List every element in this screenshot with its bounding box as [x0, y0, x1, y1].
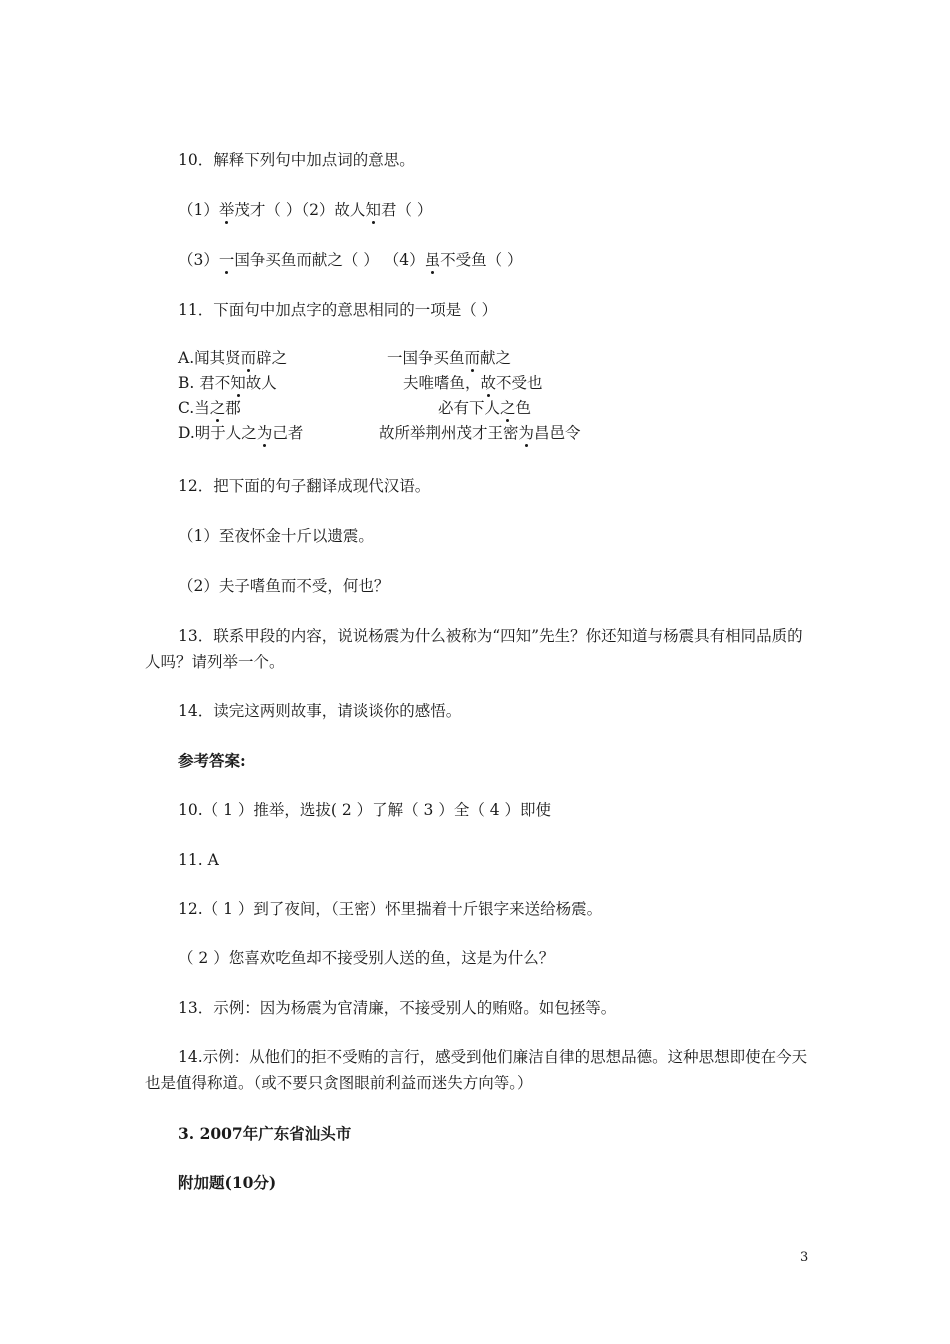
dotted-char: 故	[480, 374, 497, 392]
q12-title: 12．把下面的句子翻译成现代汉语。	[178, 477, 431, 495]
dotted-char: 知	[365, 201, 381, 219]
text: D.明于人之	[178, 424, 257, 442]
q11-option-b-right	[403, 373, 543, 393]
text: 己者	[272, 424, 304, 442]
dotted-char: 为	[256, 424, 273, 442]
q11-option-a-right	[387, 348, 511, 368]
answer-12-1: 12.（ 1 ）到了夜间，（王密）怀里揣着十斤银字来送给杨震。	[178, 900, 603, 918]
q11-option-c-left	[178, 398, 241, 418]
text: 茂才（ ）（2）故人	[234, 201, 366, 219]
q11-option-d-right	[379, 423, 581, 443]
q13-text: 13．联系甲段的内容，说说杨震为什么被称为“四知”先生？你还知道与杨震具有相同品质的人吗？请列举一个。	[145, 627, 803, 671]
extra-question-title: 附加题(10分)	[178, 1173, 277, 1192]
section-title: 3. 2007年广东省汕头市	[178, 1124, 352, 1143]
text: 郡	[225, 399, 241, 417]
text: 君（ ）	[380, 201, 433, 219]
text: 夫唯嗜鱼，	[403, 374, 481, 392]
text: B. 君不	[178, 374, 231, 392]
q10-line2	[178, 250, 523, 270]
text: （3）	[178, 251, 219, 269]
q11-option-d-left	[178, 423, 303, 443]
text: A.闻其贤	[178, 349, 241, 367]
text: 不受鱼（ ）	[440, 251, 523, 269]
text: （1）	[178, 201, 219, 219]
q11-option-b-left	[178, 373, 277, 393]
dotted-char: 一	[218, 251, 235, 269]
answer-14: 14.示例：从他们的拒不受贿的言行，感受到他们廉洁自律的思想品德。这种思想即使在今天也是值得称道。（或不要只贪图眼前利益而迷失方向等。）	[145, 1048, 808, 1092]
dotted-char: 举	[218, 201, 235, 219]
text: 献之	[480, 349, 512, 367]
text: 色	[515, 399, 532, 417]
q12-sentence-2: （2）夫子嗜鱼而不受，何也？	[178, 577, 390, 595]
text: 辟之	[256, 349, 288, 367]
dotted-char: 知	[230, 374, 246, 392]
q11-title: 11．下面句中加点字的意思相同的一项是（ ）	[178, 301, 498, 319]
q10-line1	[178, 200, 432, 220]
page-number: 3	[800, 1250, 809, 1265]
text: 不受也	[496, 374, 543, 392]
text: 昌邑令	[534, 424, 581, 442]
q14-text: 14．读完这两则故事，请谈谈你的感悟。	[178, 702, 462, 720]
answer-12-2: （ 2 ）您喜欢吃鱼却不接受别人送的鱼，这是为什么？	[178, 949, 555, 967]
text: 一国争买鱼	[387, 349, 465, 367]
dotted-char: 而	[464, 349, 481, 367]
text: C.当	[178, 399, 210, 417]
dotted-char: 虽	[424, 251, 441, 269]
text: 故人	[245, 374, 277, 392]
dotted-char: 之	[209, 399, 226, 417]
q12-sentence-1: （1）至夜怀金十斤以遗震。	[178, 527, 374, 545]
q10-title: 10．解释下列句中加点词的意思。	[178, 151, 415, 169]
answer-10: 10.（ 1 ）推举，选拔( 2 ）了解（ 3 ）全（ 4 ）即使	[178, 801, 552, 819]
dotted-char: 为	[518, 424, 535, 442]
q11-option-c-right	[438, 398, 531, 418]
text: 国争买鱼而献之（ ） （4）	[234, 251, 425, 269]
q11-option-a-left	[178, 348, 287, 368]
answer-13: 13．示例：因为杨震为官清廉，不接受别人的贿赂。如包拯等。	[178, 999, 617, 1017]
text: 故所举荆州茂才王密	[379, 424, 519, 442]
dotted-char: 之	[500, 399, 516, 417]
text: 必有下人	[438, 399, 501, 417]
dotted-char: 而	[240, 349, 257, 367]
answers-heading: 参考答案:	[178, 751, 246, 770]
answer-11: 11. A	[178, 851, 219, 869]
